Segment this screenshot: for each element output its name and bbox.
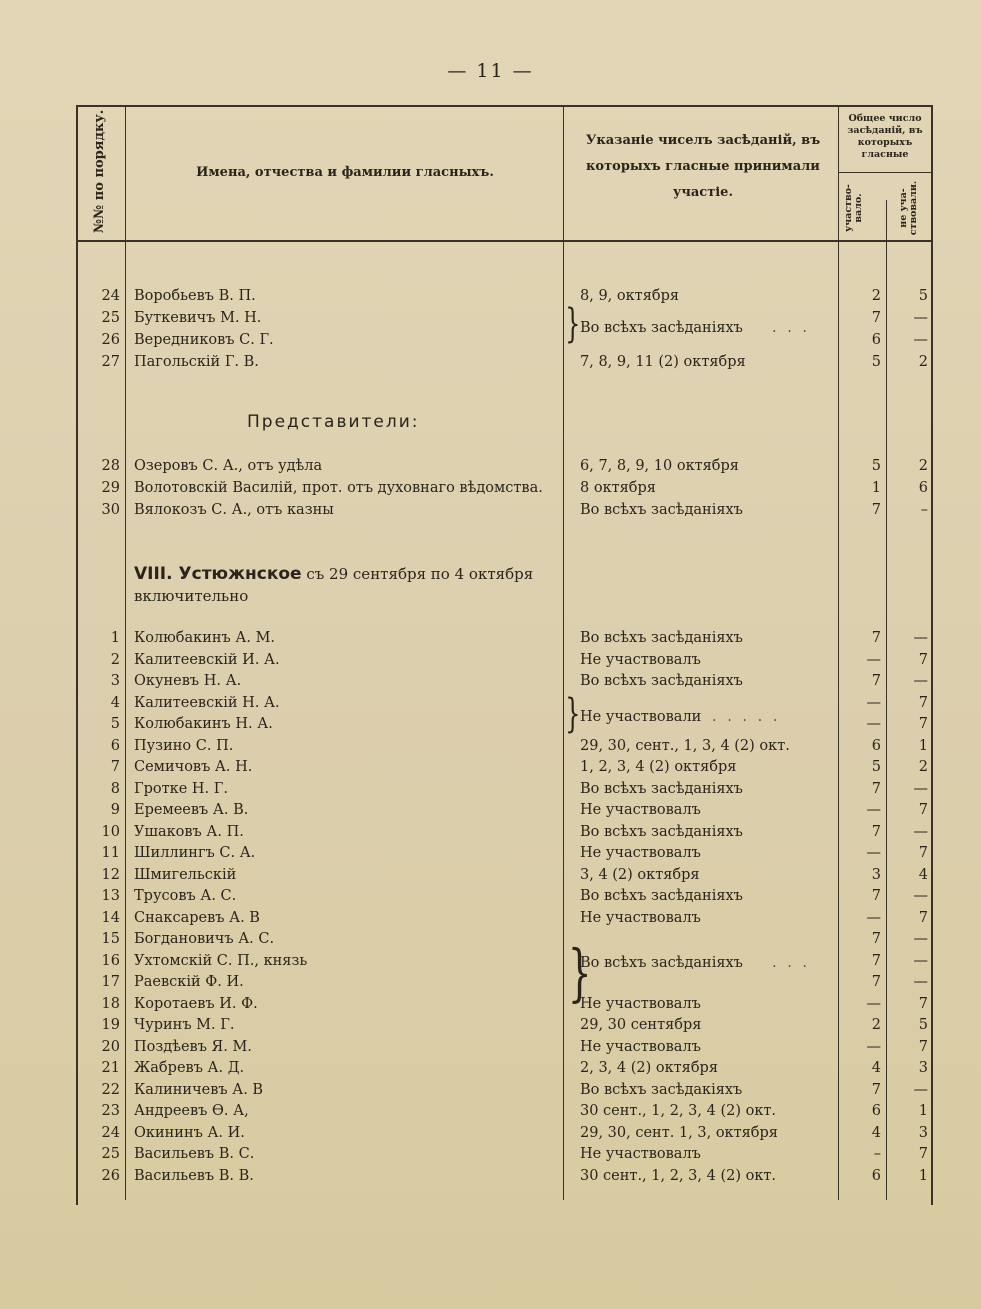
member-name: Калиничевъ А. В	[134, 1081, 264, 1098]
representatives-title: Представители:	[247, 412, 420, 432]
member-name: Андреевъ Ѳ. А,	[134, 1103, 249, 1119]
row-number: 25	[101, 1146, 120, 1162]
absent-count: 6	[918, 480, 928, 496]
absent-count: 2	[918, 759, 928, 775]
absent-count: 1	[918, 1103, 928, 1119]
row-number: 1	[110, 630, 120, 646]
header-dates: Указаніе чиселъ засѣданій, въ которыхъ гласные принимали участіе.	[585, 133, 821, 200]
meeting-dates: 29, 30, сент., 1, 3, 4 (2) окт.	[580, 737, 790, 754]
participated-count: 7	[871, 974, 881, 990]
table-row	[0, 1014, 981, 1036]
header-bottom-border	[76, 240, 933, 242]
participated-count: 6	[871, 1103, 881, 1119]
absent-count: 7	[918, 1038, 928, 1055]
meeting-dates: 6, 7, 8, 9, 10 октября	[580, 458, 739, 474]
table-row	[0, 864, 981, 886]
table-row	[0, 713, 981, 735]
participated-count: 6	[871, 737, 881, 754]
table-row	[0, 692, 981, 714]
table-row	[0, 1079, 981, 1101]
row-number: 24	[101, 288, 120, 304]
absent-count: —	[913, 952, 928, 969]
table-row	[0, 329, 981, 351]
participated-count: –	[873, 1146, 881, 1162]
absent-count: 7	[918, 694, 928, 711]
absent-count: 3	[918, 1124, 928, 1141]
meeting-dates: Не участвовалъ	[580, 802, 701, 818]
member-name: Буткевичъ М. Н.	[134, 310, 262, 326]
table-row	[0, 649, 981, 671]
absent-count: 3	[918, 1060, 928, 1076]
row-number: 5	[110, 716, 120, 732]
participated-count: 7	[871, 1081, 881, 1098]
row-number: 26	[101, 332, 120, 348]
member-name: Ухтомскій С. П., князь	[134, 952, 308, 969]
row-number: 28	[101, 458, 120, 474]
brace-dots: . . .	[772, 955, 811, 971]
row-number: 10	[101, 823, 120, 840]
member-name: Вередниковъ С. Г.	[134, 332, 274, 348]
absent-count: 7	[918, 802, 928, 818]
participated-count: 7	[871, 502, 881, 518]
brace-dots: . . .	[772, 320, 811, 336]
row-number: 25	[101, 310, 120, 326]
header-participated: участво-вало.	[843, 184, 864, 232]
table-row	[0, 735, 981, 757]
member-name: Вялокозъ С. А., отъ казны	[134, 502, 334, 518]
row-number: 27	[101, 354, 120, 370]
section-8-title: VIII. Устюжнское	[134, 564, 302, 584]
table-row	[0, 885, 981, 907]
participated-count: 5	[871, 354, 881, 370]
absent-count: —	[913, 1081, 928, 1098]
row-number: 2	[110, 651, 120, 668]
absent-count: —	[913, 931, 928, 947]
brace-icon: }	[565, 301, 581, 347]
participated-count: 7	[871, 823, 881, 840]
table-row	[0, 1057, 981, 1079]
table-row	[0, 499, 981, 521]
table-row	[0, 842, 981, 864]
participated-count: 1	[871, 480, 881, 496]
meeting-dates: Во всѣхъ засѣданіяхъ	[580, 780, 743, 797]
section-8-subtitle: съ 29 сентября по 4 октября	[306, 565, 534, 583]
member-name: Раевскій Ф. И.	[134, 974, 244, 990]
row-number: 15	[101, 931, 120, 947]
participated-count: 4	[871, 1060, 881, 1076]
group-3-brace-text-b: Во всѣхъ засѣданіяхъ	[580, 955, 743, 971]
participated-count: 6	[871, 332, 881, 348]
table-row	[0, 907, 981, 929]
absent-count: —	[913, 630, 928, 646]
participated-count: —	[866, 995, 881, 1012]
participated-count: —	[866, 845, 881, 861]
table-row	[0, 455, 981, 477]
absent-count: —	[913, 823, 928, 840]
row-number: 7	[110, 759, 120, 775]
row-number: 13	[101, 888, 120, 904]
absent-count: 1	[918, 737, 928, 754]
member-name: Ушаковъ А. П.	[134, 823, 244, 840]
row-number: 19	[101, 1017, 120, 1033]
brace-icon: }	[567, 936, 592, 1009]
participated-count: 7	[871, 780, 881, 797]
absent-count: 1	[918, 1167, 928, 1184]
member-name: Семичовъ А. Н.	[134, 759, 253, 775]
meeting-dates: Во всѣхъ засѣдакіяхъ	[580, 1081, 743, 1098]
absent-count: —	[913, 888, 928, 904]
row-number: 20	[101, 1038, 120, 1055]
member-name: Калитеевскій И. А.	[134, 651, 280, 668]
header-names: Имена, отчества и фамилии гласныхъ.	[196, 165, 494, 180]
member-name: Пагольскій Г. В.	[134, 354, 259, 370]
member-name: Калитеевскій Н. А.	[134, 694, 280, 711]
absent-count: 5	[918, 288, 928, 304]
absent-count: 5	[918, 1017, 928, 1033]
table-row	[0, 307, 981, 329]
table-row	[0, 950, 981, 972]
participated-count: —	[866, 694, 881, 711]
row-number: 22	[101, 1081, 120, 1098]
page-number: — 11 —	[447, 60, 534, 82]
member-name: Богдановичъ А. С.	[134, 931, 275, 947]
table-row	[0, 477, 981, 499]
member-name: Колюбакинъ Н. А.	[134, 716, 273, 732]
participated-count: 2	[871, 1017, 881, 1033]
meeting-dates: Во всѣхъ засѣданіяхъ	[580, 502, 743, 518]
table-row	[0, 351, 981, 373]
participated-count: 2	[871, 288, 881, 304]
meeting-dates: Во всѣхъ засѣданіяхъ	[580, 630, 743, 646]
row-number: 29	[101, 480, 120, 496]
row-number: 18	[101, 995, 120, 1012]
meeting-dates: Во всѣхъ засѣданіяхъ	[580, 888, 743, 904]
table-row	[0, 1122, 981, 1144]
absent-count: —	[913, 780, 928, 797]
member-name: Трусовъ А. С.	[134, 888, 237, 904]
absent-count: 7	[918, 651, 928, 668]
section-8-heading	[134, 563, 533, 607]
brace-dots: . . . . .	[712, 709, 781, 725]
absent-count: 2	[918, 354, 928, 370]
table-row	[0, 1143, 981, 1165]
meeting-dates: 1, 2, 3, 4 (2) октября	[580, 759, 737, 775]
row-number: 16	[101, 952, 120, 969]
member-name: Шмигельскій	[134, 866, 237, 883]
row-number: 26	[101, 1167, 120, 1184]
absent-count: 7	[918, 716, 928, 732]
member-name: Васильевъ В. С.	[134, 1146, 255, 1162]
member-name: Окининъ А. И.	[134, 1124, 245, 1141]
table-row	[0, 1100, 981, 1122]
absent-count: —	[913, 673, 928, 689]
meeting-dates: 8 октября	[580, 480, 656, 496]
meeting-dates: Не участвовалъ	[580, 1146, 701, 1162]
meeting-dates: Во всѣхъ засѣданіяхъ	[580, 823, 743, 840]
row-number: 17	[101, 974, 120, 990]
participated-count: 6	[871, 1167, 881, 1184]
participated-count: 7	[871, 931, 881, 947]
table-row	[0, 627, 981, 649]
meeting-dates: 8, 9, октября	[580, 288, 680, 304]
row-number: 14	[101, 909, 120, 926]
absent-count: 7	[918, 845, 928, 861]
participated-count: 4	[871, 1124, 881, 1141]
member-name: Колюбакинъ А. М.	[134, 630, 276, 646]
meeting-dates: 7, 8, 9, 11 (2) октября	[580, 354, 746, 370]
meeting-dates: 29, 30, сент. 1, 3, октября	[580, 1124, 778, 1141]
table-row	[0, 971, 981, 993]
participated-count: —	[866, 716, 881, 732]
meeting-dates: Во всѣхъ засѣданіяхъ	[580, 673, 743, 689]
participated-count: 7	[871, 310, 881, 326]
group-1-brace-text: Во всѣхъ засѣданіяхъ	[580, 320, 743, 336]
participated-count: —	[866, 802, 881, 818]
member-name: Коротаевъ И. Ф.	[134, 995, 258, 1012]
header-no: №№ по порядку.	[92, 109, 107, 233]
meeting-dates: Не участвовалъ	[580, 909, 701, 926]
meeting-dates: Не участвовалъ	[580, 845, 701, 861]
row-number: 9	[110, 802, 120, 818]
row-number: 24	[101, 1124, 120, 1141]
row-number: 6	[110, 737, 120, 754]
member-name: Гротке Н. Г.	[134, 780, 228, 797]
member-name: Озеровъ С. А., отъ удѣла	[134, 458, 323, 474]
row-number: 11	[101, 845, 120, 861]
member-name: Пузино С. П.	[134, 737, 234, 754]
participated-count: 3	[871, 866, 881, 883]
row-number: 12	[101, 866, 120, 883]
absent-count: 7	[918, 995, 928, 1012]
member-name: Жабревъ А. Д.	[134, 1060, 245, 1076]
participated-count: 7	[871, 630, 881, 646]
participated-count: —	[866, 651, 881, 668]
participated-count: 7	[871, 952, 881, 969]
header-total: Общее число засѣданій, въ которыхъ гласные	[847, 113, 923, 160]
member-name: Снаксаревъ А. В	[134, 909, 260, 926]
participated-count: —	[866, 1038, 881, 1055]
brace-icon: }	[565, 691, 581, 737]
member-name: Шиллингъ С. А.	[134, 845, 256, 861]
member-name: Чуринъ М. Г.	[134, 1017, 235, 1033]
meeting-dates: 30 сент., 1, 2, 3, 4 (2) окт.	[580, 1167, 777, 1184]
member-name: Еремеевъ А. В.	[134, 802, 249, 818]
row-number: 23	[101, 1103, 120, 1119]
group-3-brace-text-a: Не участвовали	[580, 709, 702, 725]
table-row	[0, 778, 981, 800]
absent-count: 7	[918, 909, 928, 926]
row-number: 3	[110, 673, 120, 689]
meeting-dates: Не участвовалъ	[580, 995, 701, 1012]
row-number: 21	[101, 1060, 120, 1076]
absent-count: 7	[918, 1146, 928, 1162]
table-row	[0, 993, 981, 1015]
meeting-dates: Не участвовалъ	[580, 651, 701, 668]
participated-count: —	[866, 909, 881, 926]
meeting-dates: 30 сент., 1, 2, 3, 4 (2) окт.	[580, 1103, 777, 1119]
participated-count: 5	[871, 759, 881, 775]
table-row	[0, 821, 981, 843]
absent-count: 4	[918, 866, 928, 883]
absent-count: —	[913, 310, 928, 326]
row-number: 30	[101, 502, 120, 518]
table-row	[0, 285, 981, 307]
table-top-border	[76, 105, 933, 107]
absent-count: —	[913, 974, 928, 990]
meeting-dates: 3, 4 (2) октября	[580, 866, 700, 883]
meeting-dates: Не участвовалъ	[580, 1038, 701, 1055]
absent-count: —	[913, 332, 928, 348]
section-8-subtitle-2: включительно	[134, 587, 249, 605]
participated-count: 7	[871, 673, 881, 689]
participated-count: 7	[871, 888, 881, 904]
meeting-dates: 2, 3, 4 (2) октября	[580, 1060, 718, 1076]
participated-count: 5	[871, 458, 881, 474]
table-row	[0, 799, 981, 821]
row-number: 4	[110, 694, 120, 711]
member-name: Воробьевъ В. П.	[134, 288, 256, 304]
meeting-dates: 29, 30 сентября	[580, 1017, 702, 1033]
table-row	[0, 1165, 981, 1187]
table-row	[0, 670, 981, 692]
table-row	[0, 928, 981, 950]
row-number: 8	[110, 780, 120, 797]
member-name: Волотовскій Василій, прот. отъ духовнаго вѣдомства.	[134, 480, 543, 496]
table-row	[0, 756, 981, 778]
table-row	[0, 1036, 981, 1058]
member-name: Васильевъ В. В.	[134, 1167, 254, 1184]
header-absent: не уча-ствовали.	[898, 180, 919, 236]
member-name: Окуневъ Н. А.	[134, 673, 242, 689]
absent-count: 2	[918, 458, 928, 474]
absent-count: –	[920, 502, 928, 518]
member-name: Поздѣевъ Я. М.	[134, 1038, 252, 1055]
